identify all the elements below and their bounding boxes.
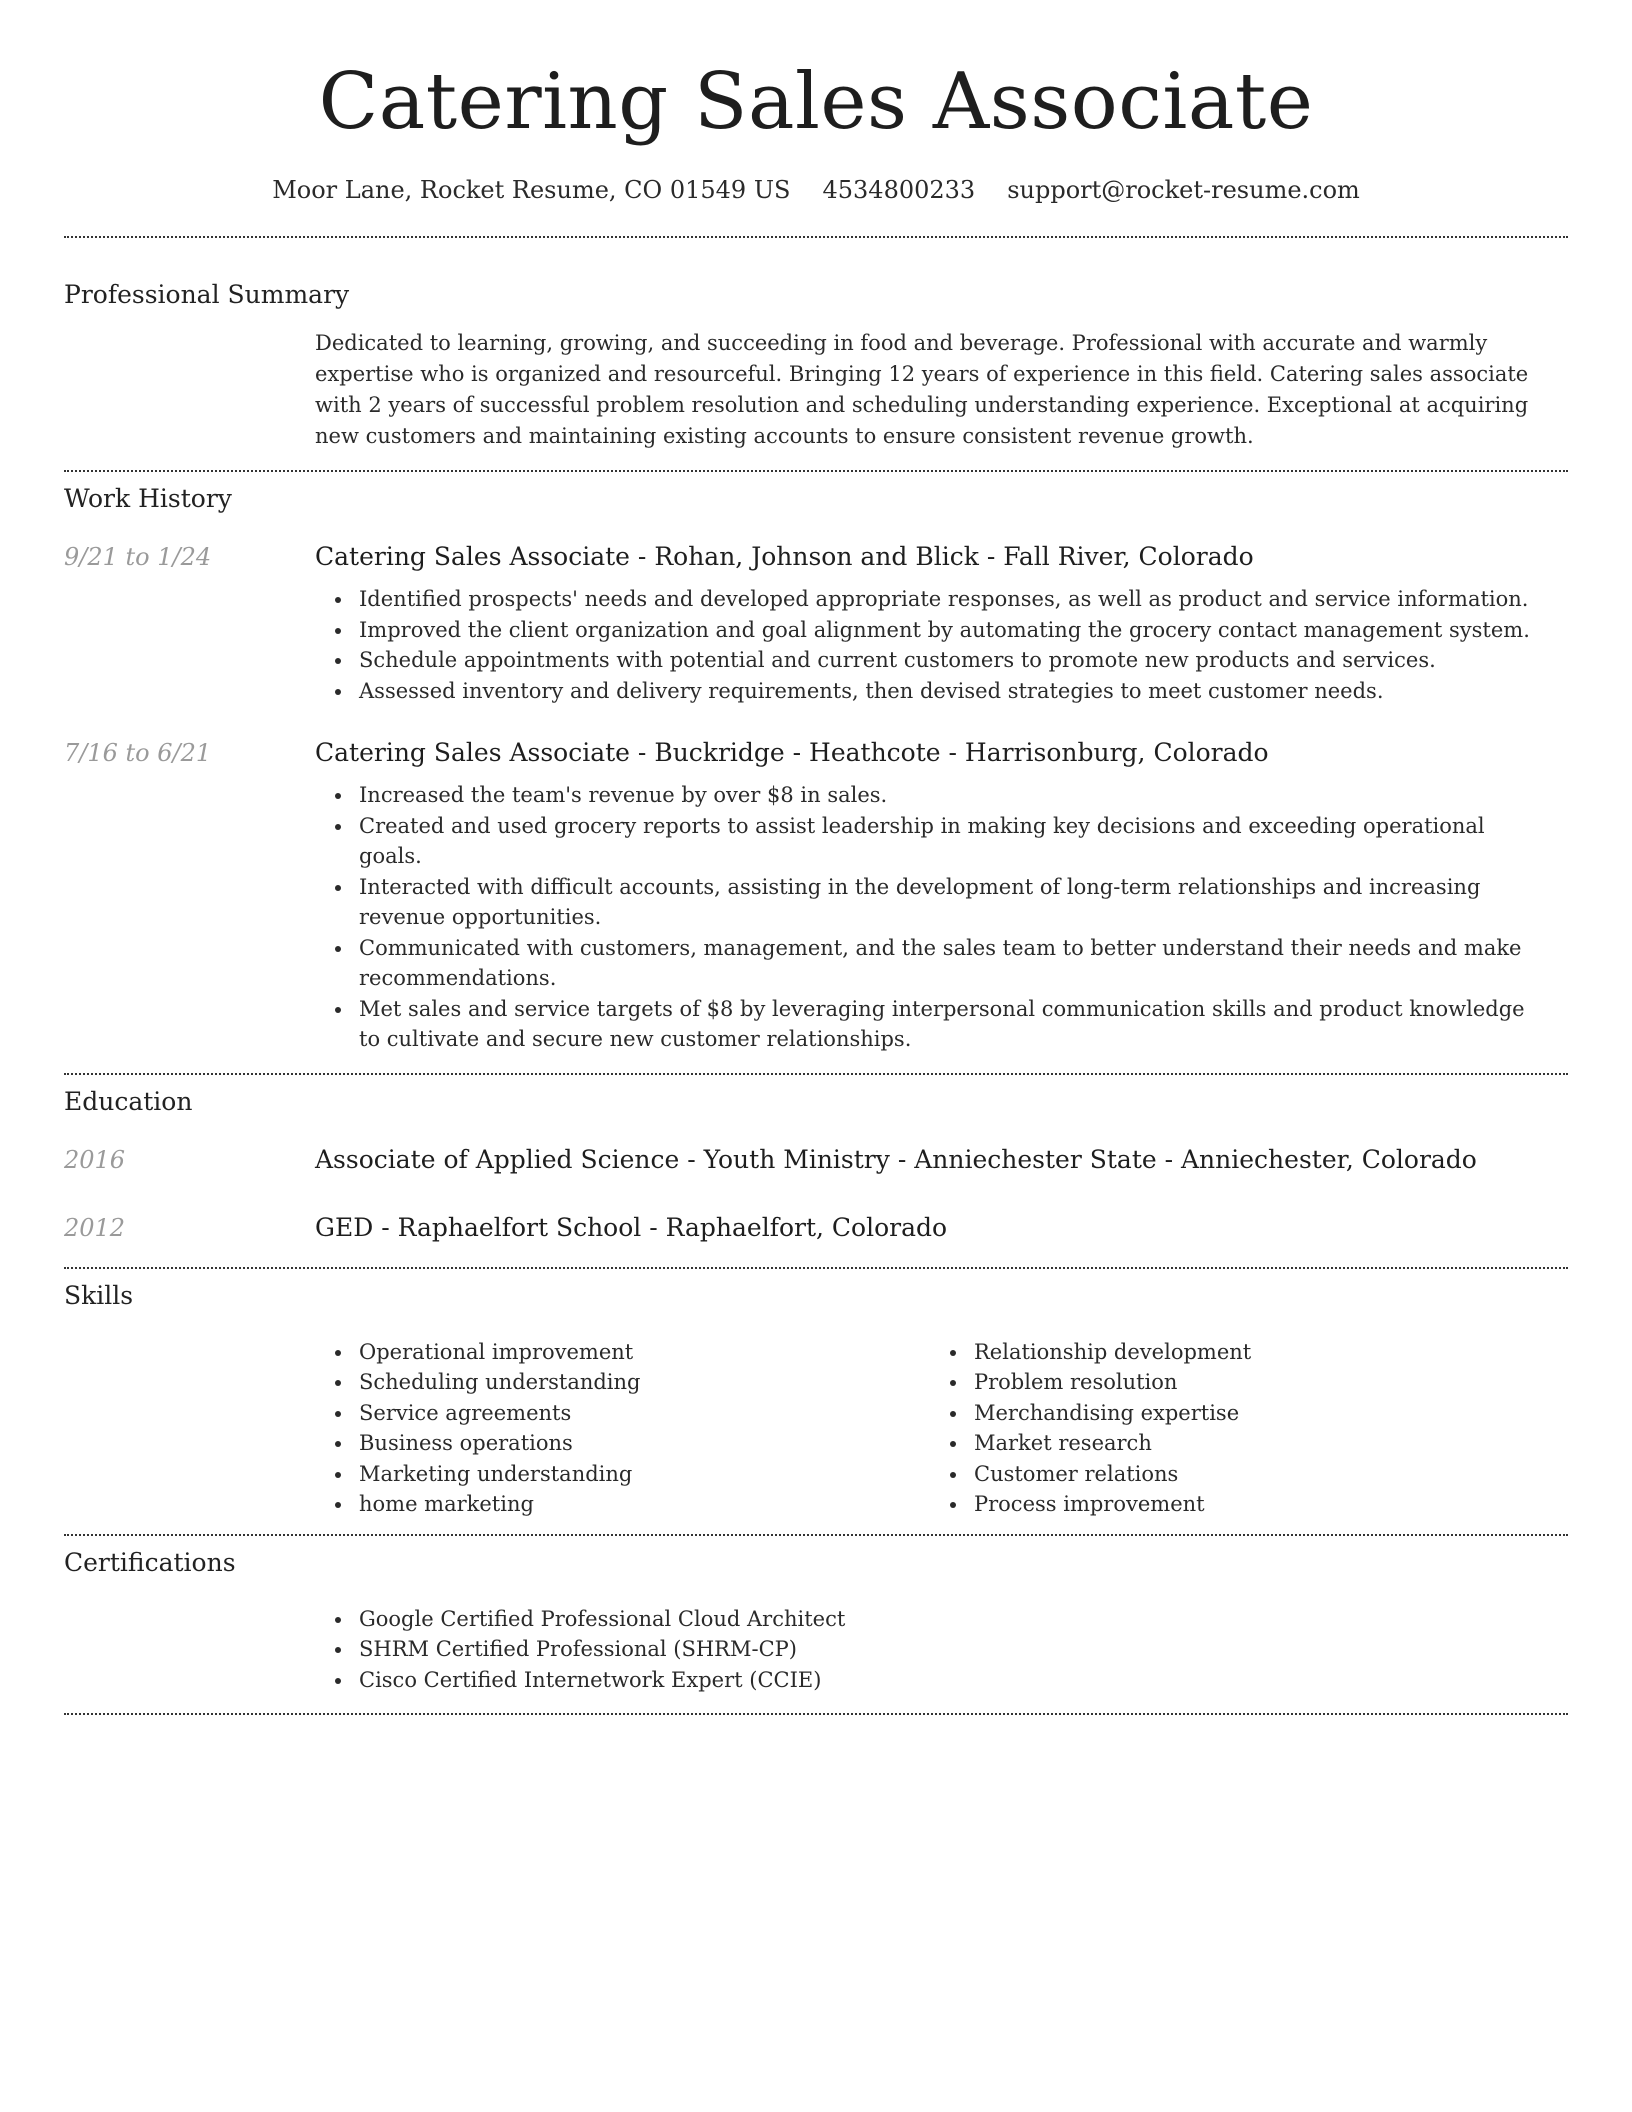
list-item: home marketing [315,1489,930,1520]
contact-line [64,174,1568,206]
summary-text: Dedicated to learning, growing, and succeeding in food and beverage. Professional with accurate and warmly expertise who is organized and resourceful. Bringing 12 years of experience in this field. Catering sales associate with 2 years of successful problem resolution and scheduling understanding experience. Exceptional at acquiring new customers and maintaining existing accounts to ensure consistent revenue growth. [315,331,1529,448]
skills-row [64,1337,1568,1520]
education-school: - Anniechester State - Anniechester, Colorado [889,1144,1477,1174]
job-bullets [315,584,1568,706]
list-item: Marketing understanding [315,1459,930,1490]
candidate-name: Catering Sales Associate [318,57,1314,147]
certifications-row [64,1604,1568,1696]
skills-columns [315,1337,1568,1520]
divider [64,1713,1568,1715]
education-degree: GED [315,1212,374,1242]
list-item: Assessed inventory and delivery requirements, then devised strategies to meet customer needs. [315,676,1568,707]
list-item: Communicated with customers, management, and the sales team to better understand their needs and make recommendations. [315,933,1568,994]
list-item: Operational improvement [315,1337,930,1368]
section-title-work: Work History [64,484,232,513]
divider [64,1267,1568,1269]
education-school: - Raphaelfort School - Raphaelfort, Colorado [373,1212,948,1242]
education-heading [315,1143,1568,1177]
list-item: Met sales and service targets of $8 by leveraging interpersonal communication skills and product knowledge to cultivate and secure new customer relationships. [315,994,1568,1055]
list-item: Google Certified Professional Cloud Architect [315,1604,1568,1635]
list-item: Improved the client organization and goal alignment by automating the grocery contact management system. [315,615,1568,646]
list-item: Problem resolution [930,1367,1545,1398]
contact-address: Moor Lane, Rocket Resume, CO 01549 US [272,176,791,204]
skills-list-left [315,1337,930,1520]
summary-spacer [64,328,315,452]
job-body [315,540,1568,706]
education-heading [315,1211,1568,1245]
job-bullets [315,780,1568,1055]
education-degree: Associate of Applied Science - Youth Ministry [315,1144,890,1174]
list-item: Scheduling understanding [315,1367,930,1398]
list-item: Schedule appointments with potential and current customers to promote new products and services. [315,645,1568,676]
list-item: Identified prospects' needs and developed appropriate responses, as well as product and service information. [315,584,1568,615]
contact-email: support@rocket-resume.com [1007,176,1360,204]
summary-row [64,328,1568,452]
list-item: Cisco Certified Internetwork Expert (CCIE) [315,1665,1568,1696]
list-item: Process improvement [930,1489,1545,1520]
job-entry [64,540,1568,706]
job-dates: 7/16 to 6/21 [64,739,212,767]
list-item: Business operations [315,1428,930,1459]
section-title-certifications: Certifications [64,1547,236,1577]
education-entry [64,1211,1568,1245]
education-entry [64,1143,1568,1177]
certifications-spacer [64,1604,315,1696]
contact-phone: 4534800233 [822,176,976,204]
resume-page [64,0,1568,1715]
job-entry [64,736,1568,1055]
divider [64,470,1568,472]
job-heading: Catering Sales Associate - Rohan, Johnson and Blick - Fall River, Colorado [315,542,1254,571]
skills-list-right [930,1337,1545,1520]
list-item: Interacted with difficult accounts, assisting in the development of long-term relationships and increasing revenue opportunities. [315,872,1568,933]
certifications-body [315,1604,1568,1696]
list-item: Market research [930,1428,1545,1459]
job-body [315,736,1568,1055]
list-item: Increased the team's revenue by over $8 in sales. [315,780,1568,811]
section-title-summary: Professional Summary [64,280,350,309]
job-heading: Catering Sales Associate - Buckridge - Heathcote - Harrisonburg, Colorado [315,738,1269,767]
section-title-education: Education [64,1086,193,1116]
list-item: Service agreements [315,1398,930,1429]
list-item: Customer relations [930,1459,1545,1490]
job-dates: 9/21 to 1/24 [64,543,212,571]
list-item: Relationship development [930,1337,1545,1368]
list-item: Created and used grocery reports to assist leadership in making key decisions and exceeding operational goals. [315,811,1568,872]
list-item: SHRM Certified Professional (SHRM-CP) [315,1634,1568,1665]
certifications-list [315,1604,1568,1696]
divider [64,236,1568,238]
skills-spacer [64,1337,315,1520]
education-year: 2016 [64,1145,126,1174]
divider [64,1534,1568,1536]
divider [64,1073,1568,1075]
section-title-skills: Skills [64,1280,134,1310]
list-item: Merchandising expertise [930,1398,1545,1429]
education-year: 2012 [64,1213,126,1242]
